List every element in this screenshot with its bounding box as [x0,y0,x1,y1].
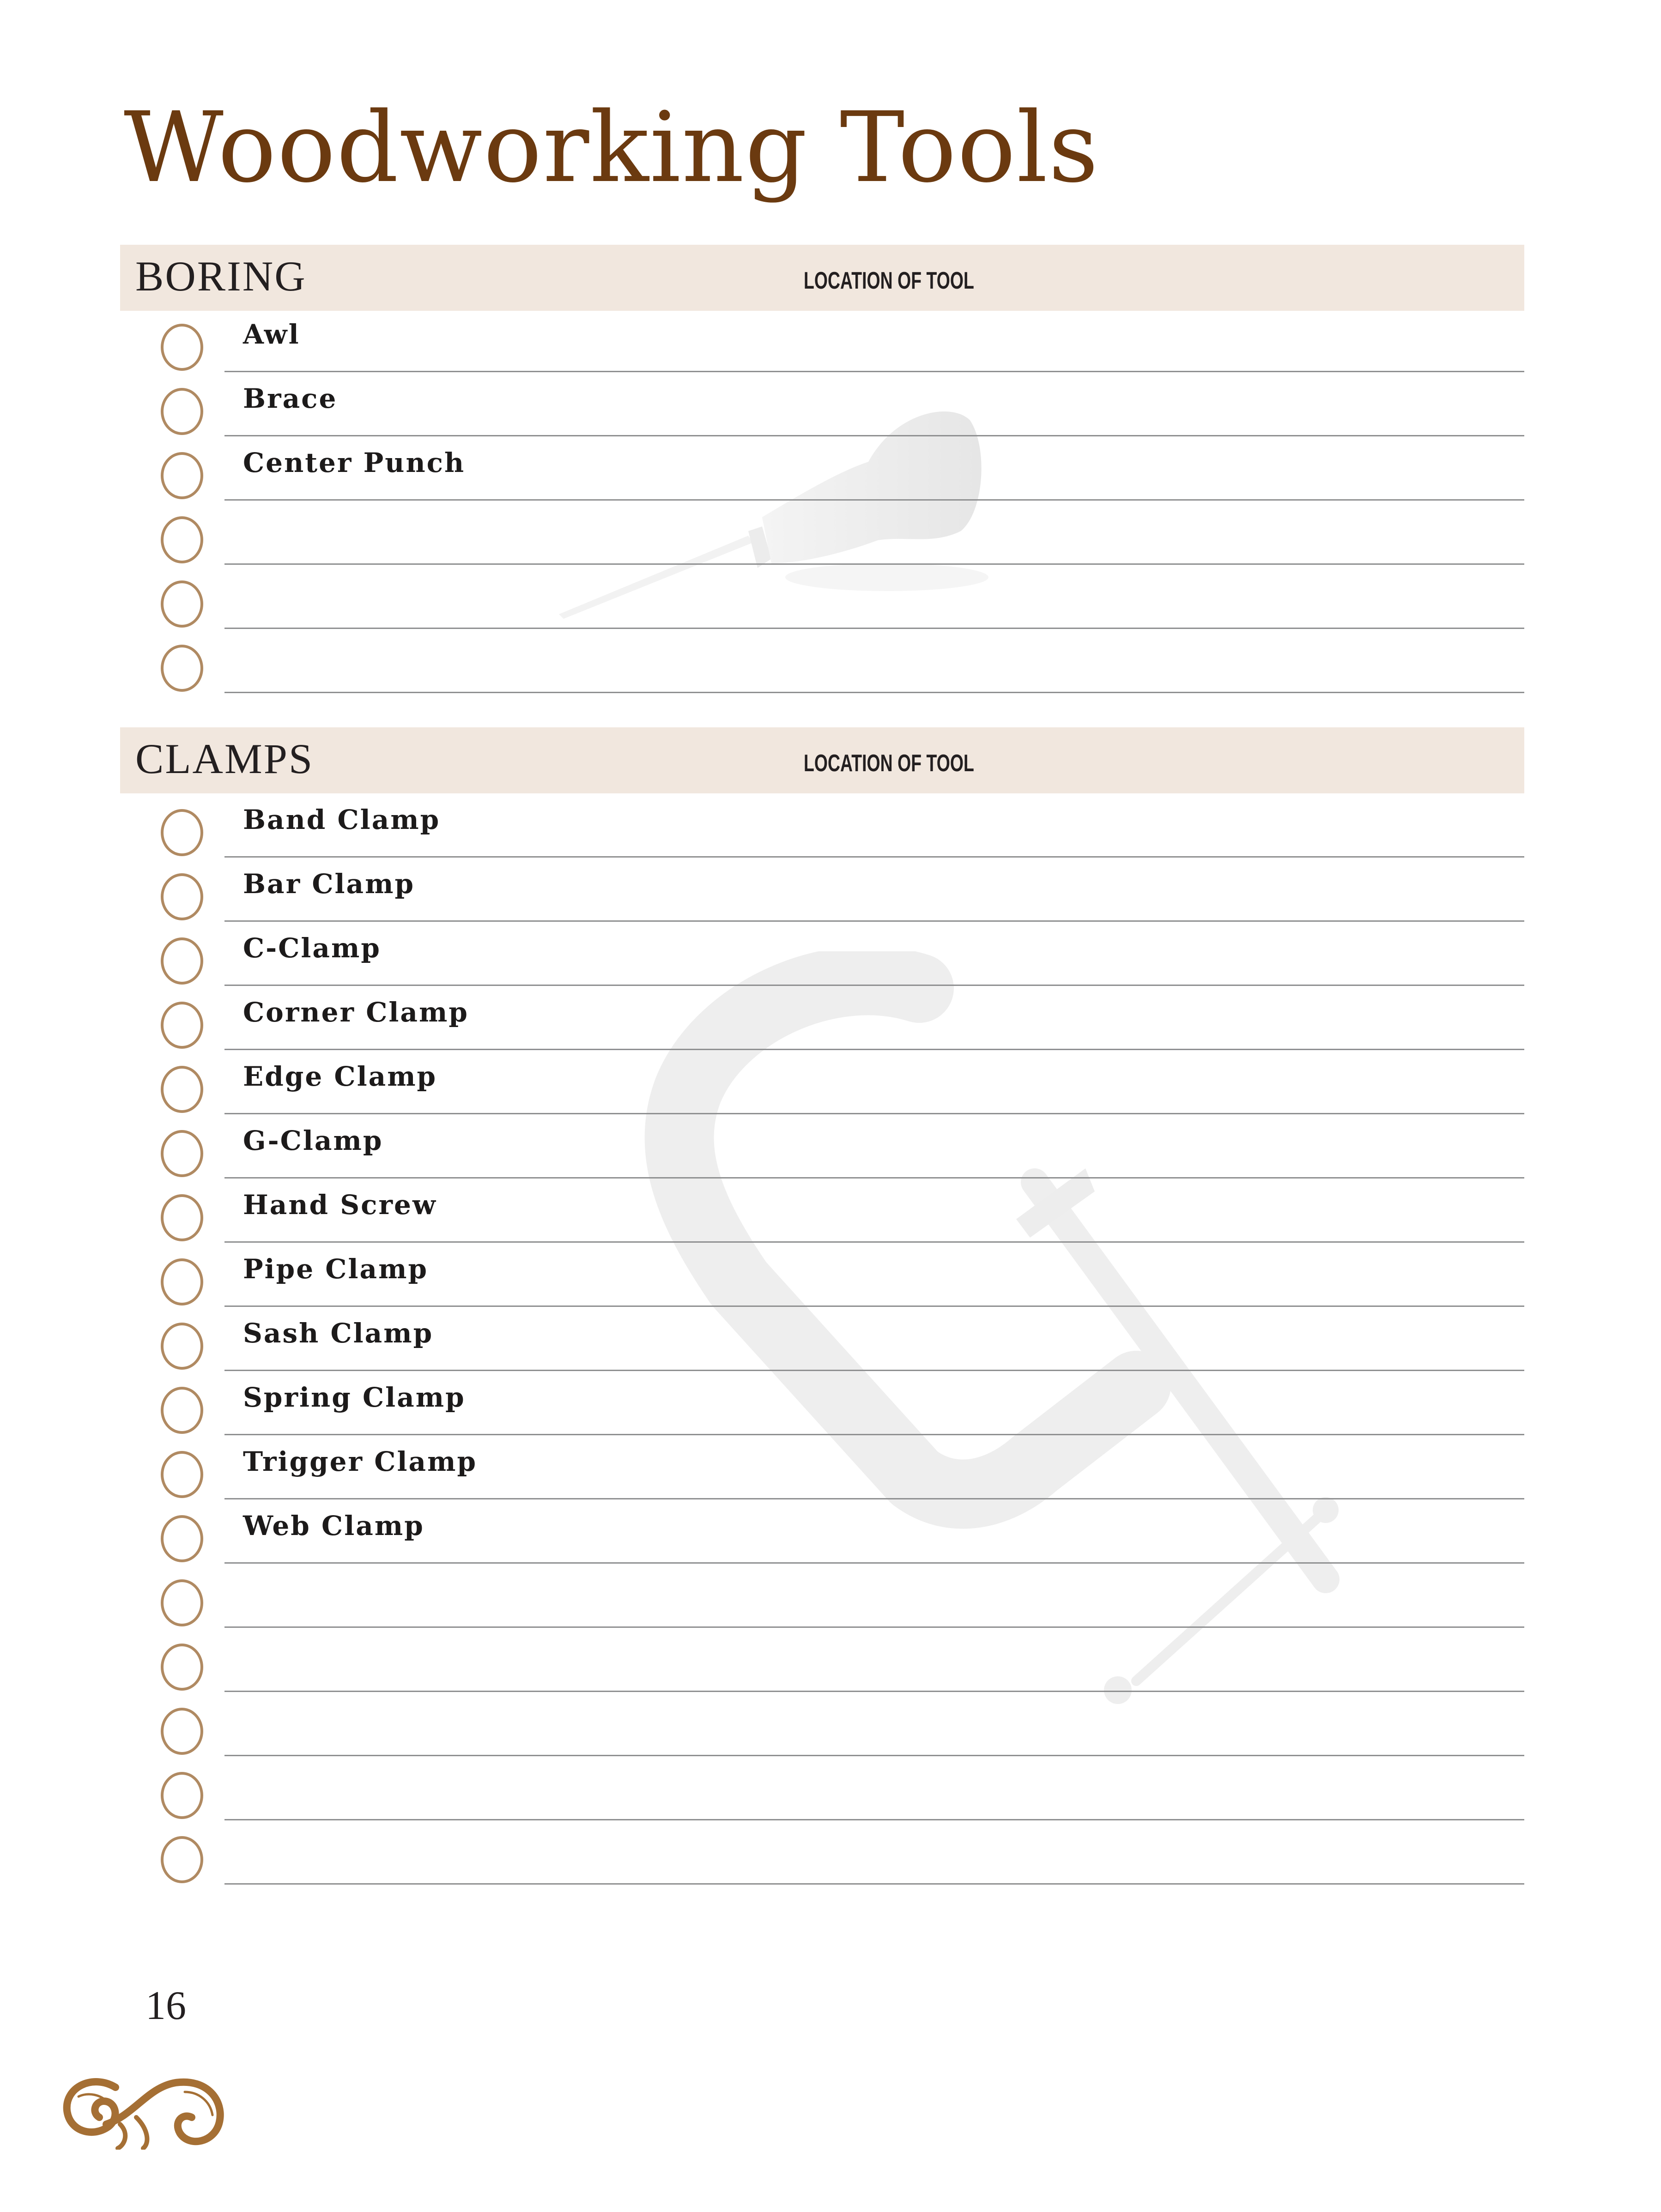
checklist-row-blank [120,629,1524,693]
checkbox-circle-icon[interactable] [161,1258,203,1305]
checkbox-circle-icon[interactable] [161,809,203,856]
section-header-clamps [120,727,1524,793]
item-label: Bar Clamp [243,868,415,900]
checkbox-circle-icon[interactable] [161,937,203,985]
checklist-row-blank [120,1564,1524,1628]
location-input-line[interactable] [224,1883,1524,1885]
checklist-row [120,308,1524,372]
checkbox-circle-icon[interactable] [161,645,203,692]
item-label: Web Clamp [243,1510,424,1541]
checklist-row [120,1307,1524,1371]
checkbox-circle-icon[interactable] [161,1772,203,1819]
checkbox-circle-icon[interactable] [161,580,203,628]
checkbox-circle-icon[interactable] [161,388,203,435]
location-input-line[interactable] [224,692,1524,693]
checkbox-circle-icon[interactable] [161,1451,203,1498]
checklist-row [120,1179,1524,1243]
checklist-row [120,922,1524,986]
section-header-boring [120,245,1524,311]
checklist-row [120,1499,1524,1564]
checklist-row [120,1243,1524,1307]
checkbox-circle-icon[interactable] [161,1066,203,1113]
checkbox-circle-icon[interactable] [161,1836,203,1883]
page-title: Woodworking Tools [124,91,1099,204]
checkbox-circle-icon[interactable] [161,1130,203,1177]
item-label: Corner Clamp [243,997,469,1028]
item-label: Pipe Clamp [243,1253,428,1285]
item-label: Sash Clamp [243,1318,434,1349]
scroll-ornament-icon [60,2069,226,2150]
checklist-row-blank [120,1692,1524,1756]
checklist-row [120,1435,1524,1499]
item-label: C-Clamp [243,932,381,964]
checklist-row [120,372,1524,436]
checklist-row-blank [120,1756,1524,1820]
checklist-row-blank [120,565,1524,629]
checklist-row [120,986,1524,1050]
checklist-row [120,793,1524,858]
checkbox-circle-icon[interactable] [161,324,203,371]
checklist-row-blank [120,1820,1524,1885]
checkbox-circle-icon[interactable] [161,1387,203,1434]
item-label: Brace [243,383,338,414]
section-title: BORING [135,253,307,300]
checklist-row [120,436,1524,501]
item-label: Edge Clamp [243,1061,437,1092]
item-label: Band Clamp [243,804,441,835]
page-number: 16 [145,1983,186,2028]
checklist-row-blank [120,1628,1524,1692]
section-title: CLAMPS [135,735,314,782]
checklist-row [120,858,1524,922]
checkbox-circle-icon[interactable] [161,1002,203,1049]
item-label: G-Clamp [243,1125,383,1156]
location-column-header: LOCATION OF TOOL [804,267,974,294]
checkbox-circle-icon[interactable] [161,1515,203,1562]
checklist-row-blank [120,501,1524,565]
item-label: Trigger Clamp [243,1446,477,1477]
location-column-header: LOCATION OF TOOL [804,750,974,777]
checkbox-circle-icon[interactable] [161,873,203,920]
item-label: Spring Clamp [243,1382,466,1413]
checklist-row [120,1050,1524,1114]
checkbox-circle-icon[interactable] [161,516,203,563]
checkbox-circle-icon[interactable] [161,1708,203,1755]
checkbox-circle-icon[interactable] [161,1194,203,1241]
checkbox-circle-icon[interactable] [161,1579,203,1626]
item-label: Hand Screw [243,1189,437,1221]
item-label: Awl [243,319,300,350]
item-label: Center Punch [243,447,466,478]
checkbox-circle-icon[interactable] [161,452,203,499]
checkbox-circle-icon[interactable] [161,1323,203,1370]
checkbox-circle-icon[interactable] [161,1644,203,1691]
checklist-row [120,1114,1524,1179]
checklist-row [120,1371,1524,1435]
